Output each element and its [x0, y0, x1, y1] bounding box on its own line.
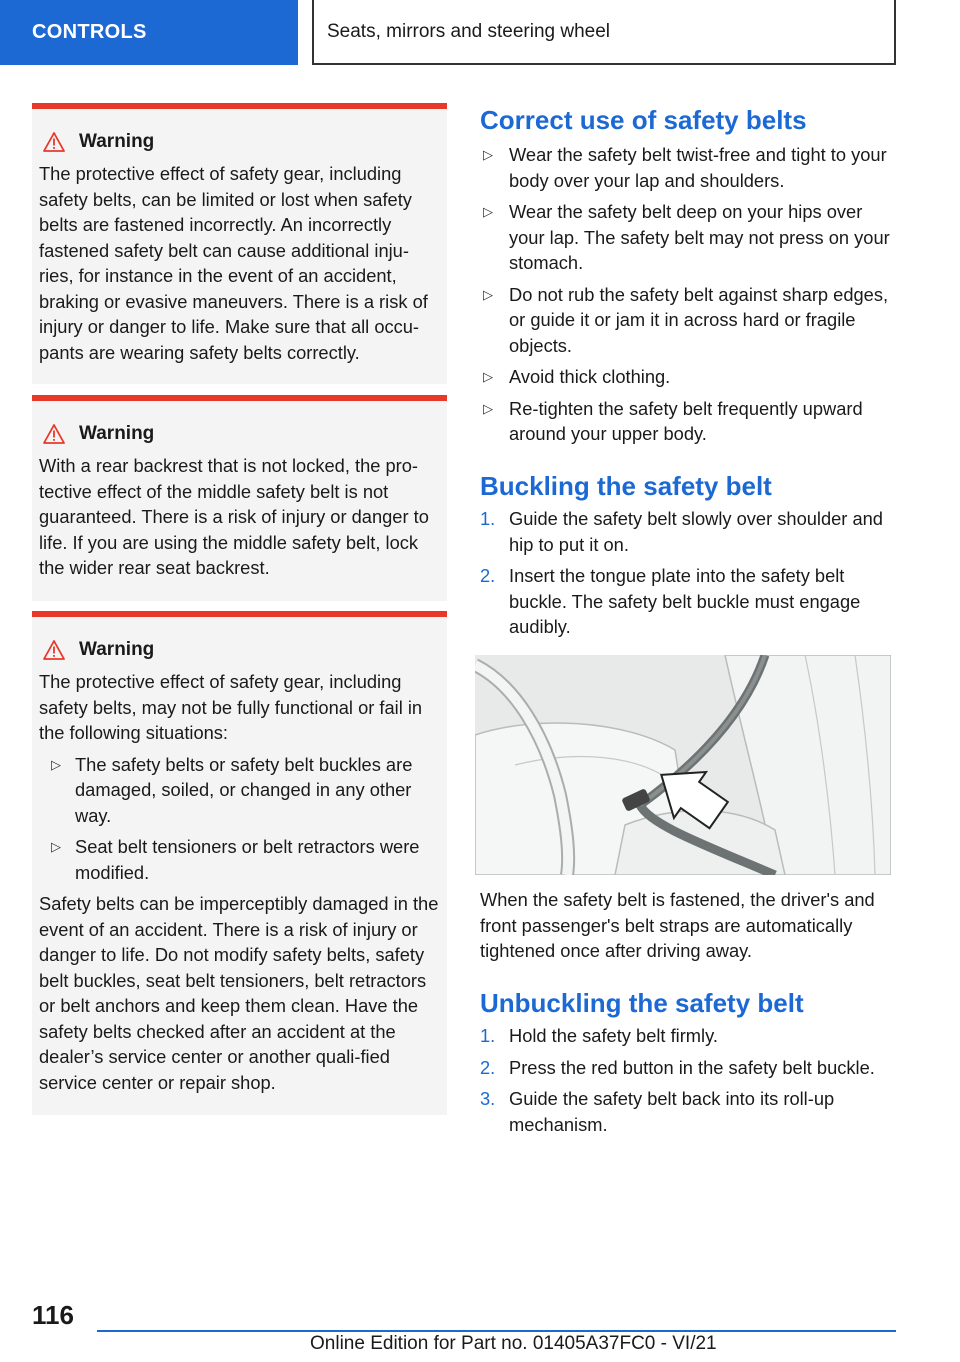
numbered-list: [480, 506, 895, 640]
warning-text: The protective effect of safety gear, including safety belts, can be limited or lost when safety belts are fastened incorrectly. An incorrectly fastened safety belt can cause additional inju-ries, for instance in the event of an accident, braking or evasive maneuvers. There is a risk of injury or danger to life. Make sure that all occu-pants are wearing safety belts correctly.: [39, 163, 428, 363]
warning-text: With a rear backrest that is not locked, the pro-tective effect of the middle safety belt is not guaranteed. There is a risk of injury or danger to life. If you are using the middle safety belt, lock the wider rear seat backrest.: [39, 455, 429, 578]
chapter-title-text: Seats, mirrors and steering wheel: [327, 20, 611, 42]
section-heading: Correct use of safety belts: [480, 105, 807, 135]
warning-box-1: [32, 103, 447, 384]
triangle-right-icon: ▷: [483, 147, 493, 162]
note-text: When the safety belt is fastened, the driver's and front passenger's belt straps are automatically tightened once after driving away.: [480, 889, 875, 961]
triangle-right-icon: ▷: [483, 369, 493, 384]
unbuckling-section: [480, 987, 895, 1143]
triangle-right-icon: ▷: [483, 400, 493, 416]
warning-box-3: [32, 611, 447, 1115]
footer-divider: [97, 1330, 896, 1332]
list-item: 2. Press the red button in the safety belt buckle.: [480, 1056, 875, 1078]
list-item: ▷ Avoid thick clothing.: [480, 364, 895, 390]
footer-edition: Online Edition for Part no. 01405A37FC0 - VI/21: [310, 1333, 717, 1354]
bullet-list: [480, 142, 895, 447]
seat-belt-buckle-illustration: [475, 655, 891, 875]
section-heading: Unbuckling the safety belt: [480, 988, 804, 1018]
buckling-note: [480, 887, 895, 964]
triangle-right-icon: ▷: [483, 286, 493, 302]
list-item: ▷ The safety belts or safety belt buckles are damaged, soiled, or changed in any other way.: [51, 753, 413, 826]
list-item: ▷ Wear the safety belt twist-free and tight to your body over your lap and shoulders.: [483, 144, 887, 191]
section-heading: Buckling the safety belt: [480, 471, 772, 501]
section-label: CONTROLS: [32, 21, 147, 43]
warning-heading: [39, 129, 439, 155]
warning-box-2: [32, 395, 447, 601]
warning-triangle-icon: [43, 132, 65, 152]
triangle-right-icon: ▷: [51, 756, 61, 772]
warning-heading-text: Warning: [79, 639, 155, 660]
warning-heading: [39, 421, 439, 447]
list-item: 1. Guide the safety belt slowly over shoulder and hip to put it on.: [480, 508, 883, 555]
page-number: 116: [32, 1300, 74, 1330]
list-item: ▷ Wear the safety belt deep on your hips over your lap. The safety belt may not press on your stomach.: [483, 201, 890, 273]
chapter-title: [312, 0, 896, 65]
warning-heading-text: Warning: [79, 131, 155, 152]
warning-list: [39, 752, 439, 886]
warning-heading-text: Warning: [79, 423, 155, 444]
list-item: 3. Guide the safety belt back into its roll-up mechanism.: [480, 1088, 835, 1135]
warning-heading: [39, 637, 439, 663]
numbered-list: [480, 1023, 895, 1137]
section-tab: [0, 0, 298, 65]
list-item: ▷ Re-tighten the safety belt frequently upward around your upper body.: [483, 397, 863, 444]
triangle-right-icon: ▷: [483, 204, 493, 219]
correct-use-section: [480, 104, 895, 453]
warning-outro: Safety belts can be imperceptibly damaged in the event of an accident. There is a risk of injury or danger to life. Do not modify safety belts, safety belt buckles, seat belt tensioners, belt retractors or belt anchors and keep them clean. Have the safety belts checked after an accident at the dealer’s service center or another quali-fied service center or repair shop.: [39, 893, 439, 1093]
illustration-svg: [475, 655, 891, 875]
list-item: 1. Hold the safety belt firmly.: [480, 1025, 718, 1046]
triangle-right-icon: ▷: [51, 839, 61, 854]
warning-intro: The protective effect of safety gear, including safety belts, may not be fully functional or fail in the following situations:: [39, 671, 423, 743]
list-item: ▷ Seat belt tensioners or belt retractors were modified.: [51, 836, 420, 883]
warning-triangle-icon: [43, 640, 65, 660]
list-item: ▷ Do not rub the safety belt against sharp edges, or guide it or jam it in across hard or fragile objects.: [483, 283, 889, 356]
warning-triangle-icon: [43, 424, 65, 444]
buckling-section: [480, 470, 895, 646]
list-item: 2. Insert the tongue plate into the safety belt buckle. The safety belt buckle must engage audibly.: [480, 565, 861, 637]
